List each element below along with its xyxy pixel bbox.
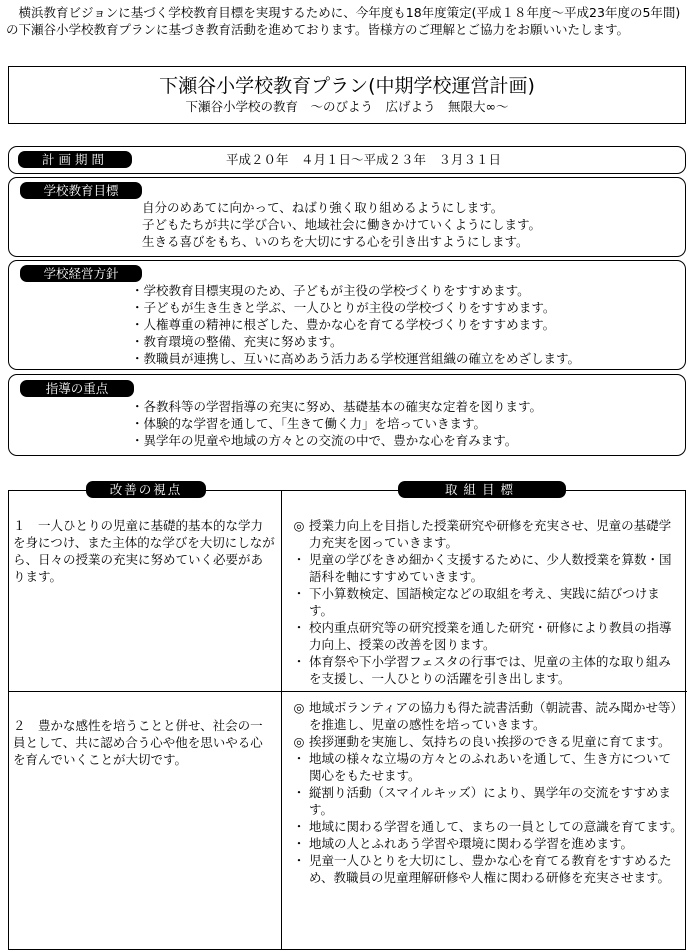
focus-line: ・各教科等の学習指導の充実に努め、基礎基本の確実な定着を図ります。 xyxy=(131,399,543,414)
plan-title-box xyxy=(8,66,686,124)
bullet-mark: ・ xyxy=(292,620,306,635)
item-text: 地域の様々な立場の方々とのふれあいを通して、生き方について関心をもたせます。 xyxy=(309,751,672,783)
goal-line: 自分のめあてに向かって、ねばり強く取り組めるようにします。 xyxy=(142,200,504,215)
item-text: 縦割り活動（スマイルキッズ）により、異学年の交流をすすめます。 xyxy=(309,785,671,817)
item-text: 地域ボランティアの協力も得た読書活動（朝読書、読み聞かせ等）を推進し、児童の感性を培っていきます。 xyxy=(309,700,684,732)
period-text: 平成２０年 ４月１日〜平成２３年 ３月３１日 xyxy=(226,152,502,167)
item-text: 挨拶運動を実施し、気持ちの良い挨拶のできる児童に育てます。 xyxy=(309,734,671,749)
bullet-mark: ・ xyxy=(292,836,306,851)
list-item xyxy=(289,585,683,619)
viewpoint-cell: １ 一人ひとりの児童に基礎的基本的な学力を身につけ、また主体的な学びを大切にしながら、日々の授業の充実に努めていく必要があります。 xyxy=(13,518,275,584)
bullet-mark: ◎ xyxy=(293,734,305,749)
policy-label: 学校経営方針 xyxy=(20,265,142,282)
page-title: 下瀬谷小学校教育プラン(中期学校運営計画) xyxy=(159,75,535,97)
goal-line: 子どもたちが共に学び合い、地域社会に働きかけていくようにします。 xyxy=(142,217,542,232)
item-text: 下小算数検定、国語検定などの取組を考え、実践に結びつけます。 xyxy=(309,586,660,618)
item-text: 児童の学びをきめ細かく支援するために、少人数授業を算数・国語科を軸にすすめていきます。 xyxy=(309,552,672,584)
viewpoint-header: 改善の視点 xyxy=(86,481,206,498)
focus-lines xyxy=(131,398,542,449)
bullet-mark: ◎ xyxy=(293,518,305,533)
goals-cell xyxy=(289,517,683,687)
bullet-mark: ・ xyxy=(292,552,306,567)
list-item xyxy=(289,653,683,687)
bullet-mark: ・ xyxy=(292,654,306,669)
list-item xyxy=(289,551,683,585)
goals-cell xyxy=(289,699,683,886)
bullet-mark: ・ xyxy=(292,785,306,800)
bullet-mark: ・ xyxy=(292,586,306,601)
policy-line: ・人権尊重の精神に根ざした、豊かな心を育てる学校づくりをすすめます。 xyxy=(131,317,556,332)
focus-line: ・異学年の児童や地域の方々との交流の中で、豊かな心を育みます。 xyxy=(131,433,518,448)
focus-line: ・体験的な学習を通して、「生きて働く力」を培っていきます。 xyxy=(131,416,487,431)
bullet-mark: ◎ xyxy=(293,700,305,715)
item-text: 児童一人ひとりを大切にし、豊かな心を育てる教育をすすめるため、教職員の児童理解研修や人権に関わる研修を充実させます。 xyxy=(309,853,672,885)
goal-line: 生きる喜びをもち、いのちを大切にする心を引き出すようにします。 xyxy=(142,234,529,249)
intro-paragraph: 横浜教育ビジョンに基づく学校教育目標を実現するために、今年度も18年度策定(平成１８年度〜平成23年度の5年間)の下瀬谷小学校教育プランに基づき教育活動を進めております。皆様方のご理解とご協力をお願いいたします。 xyxy=(6,5,681,37)
policy-line: ・教育環境の整備、充実に努めます。 xyxy=(131,334,343,349)
list-item xyxy=(289,784,683,818)
viewpoint-cell: ２ 豊かな感性を培うことと併せ、社会の一員として、共に認め合う心や他を思いやる心を育んでいくことが大切です。 xyxy=(13,718,263,767)
bullet-mark: ・ xyxy=(292,853,306,868)
bullet-mark: ・ xyxy=(292,819,306,834)
item-text: 授業力向上を目指した授業研究や研修を充実させ、児童の基礎学力充実を図っていきます。 xyxy=(309,518,672,550)
item-text: 地域の人とふれあう学習や環境に関わる学習を進めます。 xyxy=(309,836,634,851)
table-row-divider xyxy=(9,691,687,692)
improvement-table xyxy=(8,490,686,950)
bullet-mark: ・ xyxy=(292,751,306,766)
focus-label: 指導の重点 xyxy=(20,380,134,397)
policy-line: ・子どもが生き生きと学ぶ、一人ひとりが主役の学校づくりをすすめます。 xyxy=(131,300,556,315)
list-item xyxy=(289,517,683,551)
goals-header: 取組目標 xyxy=(398,481,566,498)
policy-line: ・教職員が連携し、互いに高めあう活力ある学校運営組織の確立をめざします。 xyxy=(131,351,581,366)
item-text: 体育祭や下小学習フェスタの行事では、児童の主体的な取り組みを支援し、一人ひとりの活躍を引き出します。 xyxy=(309,654,671,686)
goal-lines xyxy=(142,199,541,250)
goal-label: 学校教育目標 xyxy=(20,182,142,199)
list-item xyxy=(289,835,683,852)
list-item xyxy=(289,750,683,784)
item-text: 校内重点研究等の研究授業を通した研究・研修により教員の指導力向上、授業の改善を図ります。 xyxy=(309,620,672,652)
list-item xyxy=(289,852,683,886)
policy-lines xyxy=(131,282,580,367)
list-item xyxy=(289,699,683,733)
item-text: 地域に関わる学習を通して、まちの一員としての意識を育てます。 xyxy=(309,819,683,834)
policy-line: ・学校教育目標実現のため、子どもが主役の学校づくりをすすめます。 xyxy=(131,283,530,298)
table-divider xyxy=(281,491,282,950)
list-item xyxy=(289,818,683,835)
period-label: 計画期間 xyxy=(18,151,132,168)
list-item xyxy=(289,619,683,653)
page-subtitle: 下瀬谷小学校の教育 〜のびよう 広げよう 無限大∞〜 xyxy=(185,99,509,114)
list-item xyxy=(289,733,683,750)
